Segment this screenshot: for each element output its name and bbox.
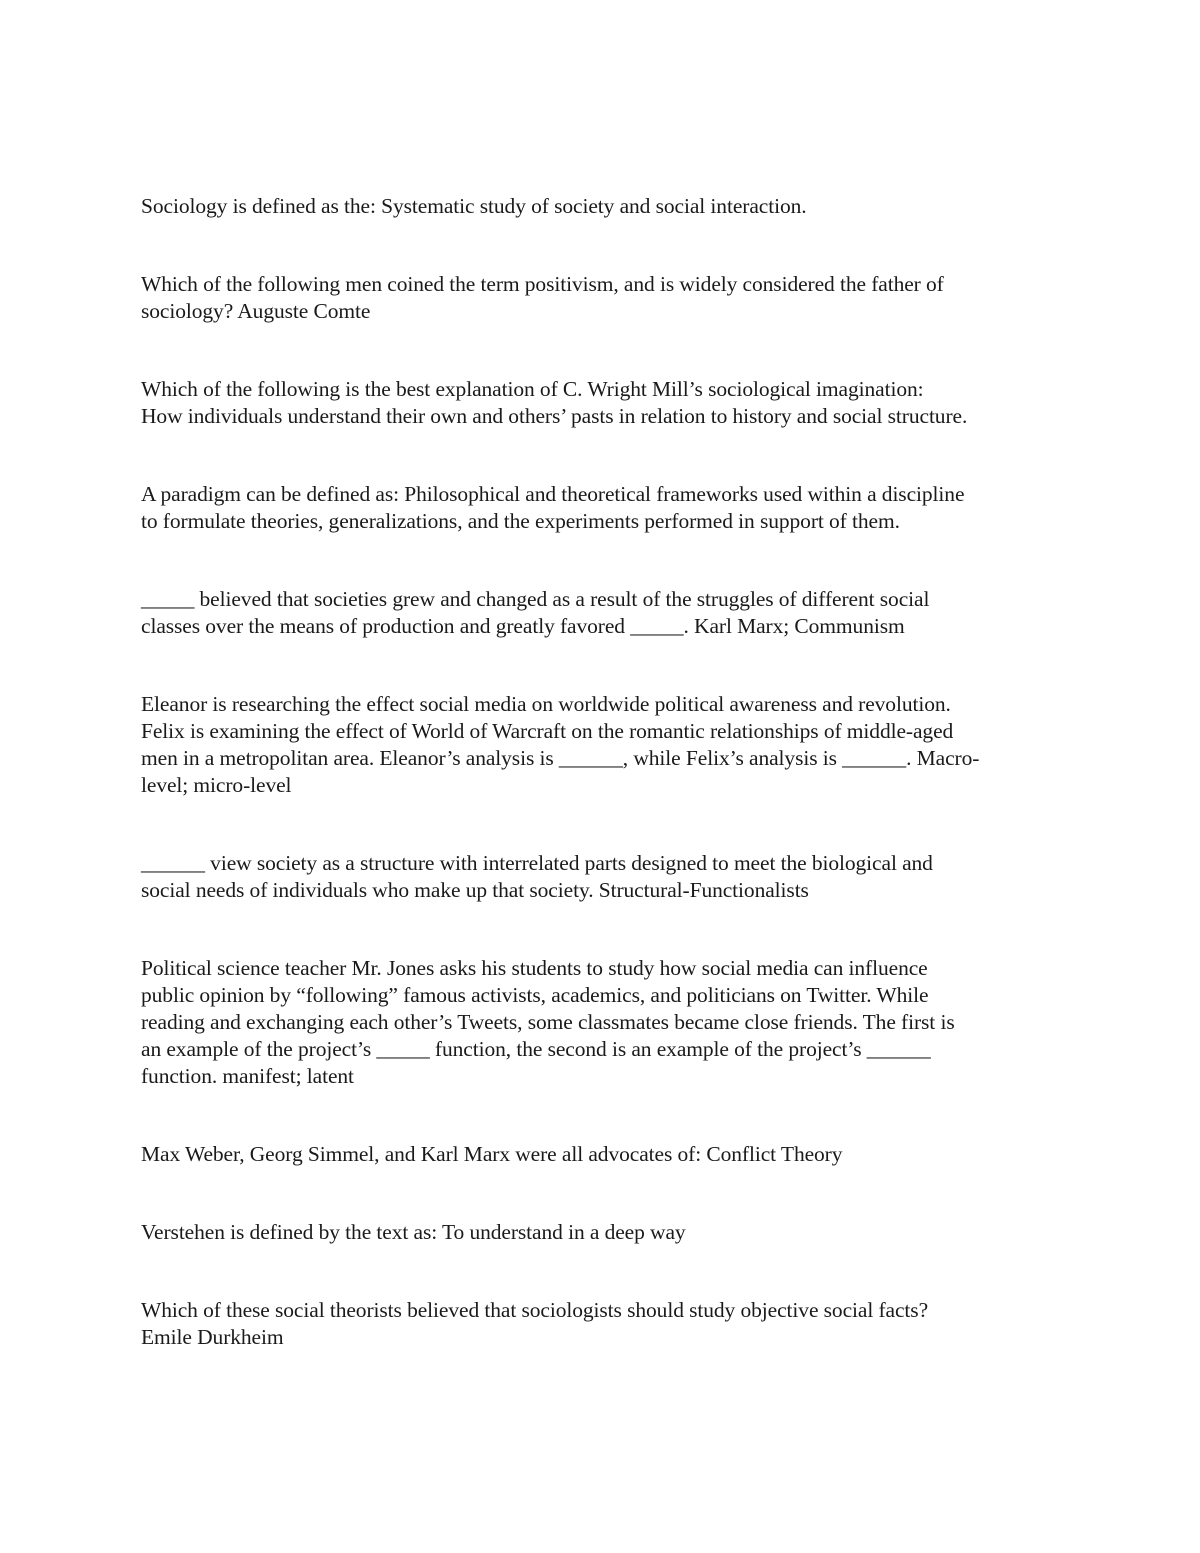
qa-paragraph-positivism: Which of the following men coined the term positivism, and is widely considered the father of sociology? Auguste Comte (141, 272, 944, 323)
document-body (141, 193, 1071, 1402)
qa-paragraph-manifest-latent: Political science teacher Mr. Jones asks his students to study how social media can influence public opinion by “following” famous activists, academics, and politicians on Twitter. While reading and exchanging each other’s Tweets, some classmates became close friends. The first is an example of the project’s _____ function, the second is an example of the project’s ______ function. manifest; latent (141, 956, 955, 1088)
qa-paragraph-paradigm: A paradigm can be defined as: Philosophical and theoretical frameworks used within a discipline to formulate theories, generalizations, and the experiments performed in support of them. (141, 482, 965, 533)
qa-paragraph-karl-marx: _____ believed that societies grew and changed as a result of the struggles of different social classes over the means of production and greatly favored _____. Karl Marx; Communism (141, 587, 930, 638)
qa-paragraph-sociological-imagination: Which of the following is the best explanation of C. Wright Mill’s sociological imagination: How individuals understand their own and others’ pasts in relation to history and social structure. (141, 377, 968, 428)
qa-paragraph-sociology-definition: Sociology is defined as the: Systematic study of society and social interaction. (141, 194, 807, 218)
qa-paragraph-durkheim: Which of these social theorists believed that sociologists should study objective social facts? Emile Durkheim (141, 1298, 929, 1349)
qa-paragraph-structural-functionalists: ______ view society as a structure with interrelated parts designed to meet the biological and social needs of individuals who make up that society. Structural-Functionalists (141, 851, 933, 902)
qa-paragraph-verstehen: Verstehen is defined by the text as: To understand in a deep way (141, 1220, 686, 1244)
qa-paragraph-conflict-theory: Max Weber, Georg Simmel, and Karl Marx were all advocates of: Conflict Theory (141, 1142, 843, 1166)
qa-paragraph-macro-micro: Eleanor is researching the effect social media on worldwide political awareness and revolution. Felix is examining the effect of World of Warcraft on the romantic relationships of middle-aged men in a metropolitan area. Eleanor’s analysis is ______, while Felix’s analysis is ______. Macro- level; micro-level (141, 692, 980, 797)
